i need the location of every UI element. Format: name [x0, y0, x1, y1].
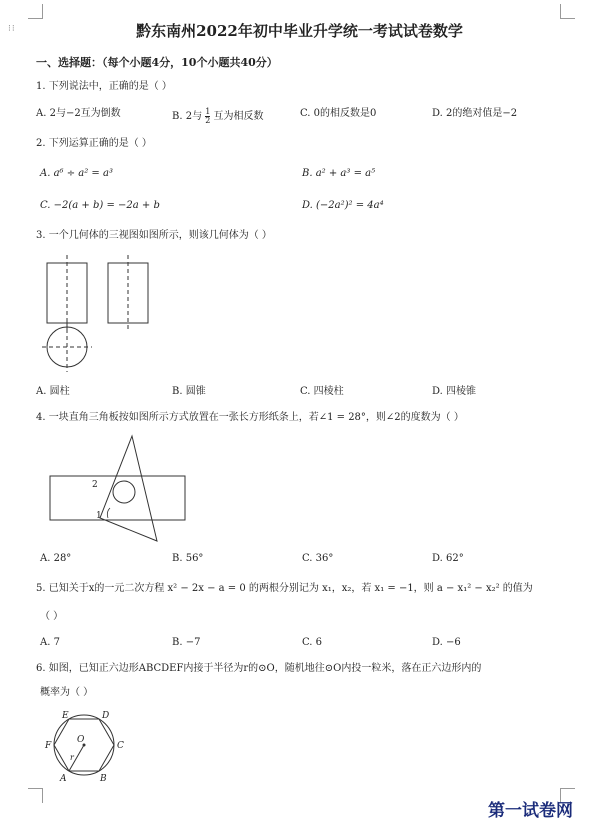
q5-option-d[interactable]: D. −6 — [432, 637, 461, 648]
q1-option-b-prefix: B. 2与 — [172, 111, 203, 122]
q2-option-c[interactable]: C. −2(a + b) = −2a + b — [40, 200, 160, 211]
q2-option-b[interactable]: B. a² + a³ = a⁵ — [302, 168, 376, 179]
crop-mark-top-right — [560, 4, 575, 19]
watermark-logo: 第一试卷网 — [488, 801, 573, 821]
label-c: C — [117, 741, 124, 751]
label-o: O — [77, 735, 85, 745]
hexagon-circle-diagram — [44, 708, 134, 788]
fraction-denominator: 2 — [205, 116, 211, 125]
q5-option-a[interactable]: A. 7 — [40, 637, 60, 648]
q5-option-b[interactable]: B. −7 — [172, 637, 201, 648]
q6-stem-continued: 概率为（ ） — [40, 687, 94, 698]
q2-option-a[interactable]: A. a⁶ ÷ a² = a³ — [40, 168, 113, 179]
q3-option-d[interactable]: D. 四棱锥 — [432, 386, 477, 397]
q3-option-b[interactable]: B. 圆锥 — [172, 386, 206, 397]
q1-option-a[interactable]: A. 2与−2互为倒数 — [36, 108, 121, 119]
three-view-diagram — [40, 250, 160, 370]
crop-mark-top-left — [28, 4, 43, 19]
q1-option-b[interactable] — [172, 108, 264, 125]
q4-option-d[interactable]: D. 62° — [432, 553, 464, 564]
q3-option-c[interactable]: C. 四棱柱 — [300, 386, 344, 397]
q4-option-a[interactable]: A. 28° — [40, 553, 72, 564]
q1-option-b-suffix: 互为相反数 — [213, 111, 264, 122]
q4-stem: 4. 一块直角三角板按如图所示方式放置在一张长方形纸条上，若∠1 = 28°，则∠2的度数为（ ） — [36, 412, 464, 423]
page-title: 黔东南州2022年初中毕业升学统一考试试卷数学 — [136, 22, 463, 40]
q2-option-d[interactable]: D. (−2a²)² = 4a⁴ — [302, 200, 384, 211]
label-a: A — [60, 774, 67, 784]
q6-stem: 6. 如图，已知正六边形ABCDEF内接于半径为r的⊙O，随机地往⊙O内投一粒米，落在正六边形内的 — [36, 663, 482, 674]
q5-blank: （ ） — [40, 611, 64, 622]
q1-option-c[interactable]: C. 0的相反数是0 — [300, 108, 377, 119]
fraction-numerator: 1 — [205, 107, 211, 116]
triangle-strip-diagram — [50, 436, 190, 546]
angle-2-label: 2 — [92, 480, 98, 490]
q4-option-c[interactable]: C. 36° — [302, 553, 334, 564]
q4-option-b[interactable]: B. 56° — [172, 553, 204, 564]
label-b: B — [100, 774, 107, 784]
label-e: E — [62, 711, 69, 721]
q5-stem: 5. 已知关于x的一元二次方程 x² − 2x − a = 0 的两根分别记为 x₁，x₂，若 x₁ = −1，则 a − x₁² − x₂² 的值为 — [36, 583, 533, 594]
section-heading: 一、选择题：（每个小题4分，10个小题共40分） — [36, 56, 278, 69]
q3-stem: 3. 一个几何体的三视图如图所示，则该几何体为（ ） — [36, 230, 272, 241]
q2-stem: 2. 下列运算正确的是（ ） — [36, 138, 152, 149]
crop-mark-bottom-left — [28, 788, 43, 803]
angle-1-label: 1 — [96, 511, 102, 521]
set-square-triangle — [100, 436, 157, 541]
label-r: r — [70, 753, 74, 762]
q5-option-c[interactable]: C. 6 — [302, 637, 323, 648]
q1-option-d[interactable]: D. 2的绝对值是−2 — [432, 108, 518, 119]
triangle-hole — [113, 481, 135, 503]
label-f: F — [45, 741, 52, 751]
q3-option-a[interactable]: A. 圆柱 — [36, 386, 70, 397]
angle-1-arc — [107, 508, 110, 518]
drag-handle-icon[interactable]: ⁝⁝ — [8, 24, 16, 34]
label-d: D — [102, 711, 110, 721]
q1-stem: 1. 下列说法中，正确的是（ ） — [36, 81, 172, 92]
